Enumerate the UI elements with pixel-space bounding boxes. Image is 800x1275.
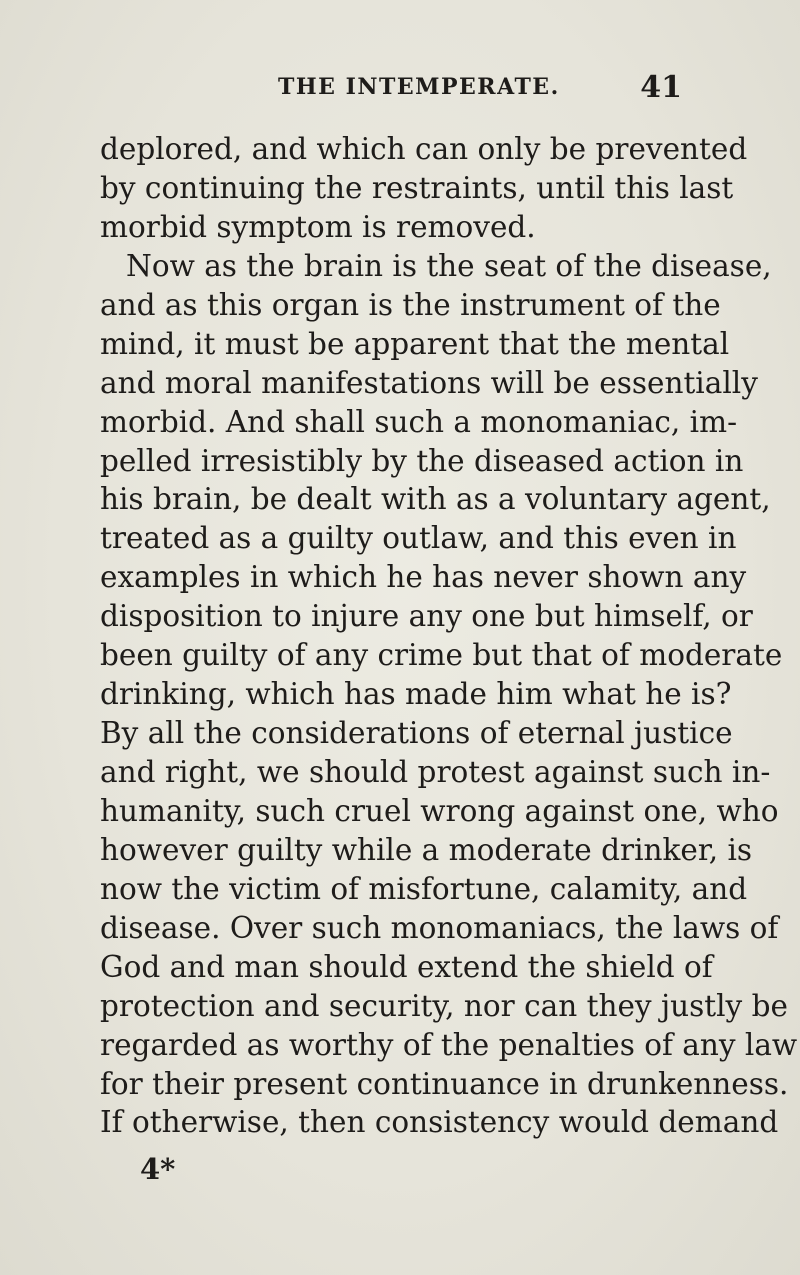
text-line: treated as a guilty outlaw, and this even in xyxy=(100,521,737,556)
text-line: By all the considerations of eternal justice xyxy=(100,716,733,751)
text-line: morbid. And shall such a monomaniac, im- xyxy=(100,404,738,439)
text-line: however guilty while a moderate drinker, is xyxy=(100,832,753,867)
text-line: examples in which he has never shown any xyxy=(100,560,747,595)
text-line: and as this organ is the instrument of the xyxy=(100,287,721,322)
text-line: regarded as worthy of the penalties of any law xyxy=(100,1027,798,1062)
text-line: and right, we should protest against such in- xyxy=(100,755,771,789)
text-line: deplored, and which can only be prevented xyxy=(100,132,748,166)
text-line: his brain, be dealt with as a voluntary agent, xyxy=(100,482,771,517)
body-text xyxy=(100,130,798,1142)
text-line: God and man should extend the shield of xyxy=(100,949,713,984)
text-line: Now as the brain is the seat of the disease, xyxy=(126,248,772,283)
running-head xyxy=(100,70,684,105)
text-line: for their present continuance in drunkenness. xyxy=(100,1066,789,1101)
running-title: THE INTEMPERATE. xyxy=(278,74,560,100)
signature-mark: 4* xyxy=(140,1152,176,1186)
text-line: now the victim of misfortune, calamity, and xyxy=(100,871,748,906)
page-number: 41 xyxy=(640,70,682,105)
text-line: drinking, which has made him what he is? xyxy=(100,677,732,712)
text-line: disposition to injure any one but himself, or xyxy=(100,599,753,634)
text-line: humanity, such cruel wrong against one, who xyxy=(100,793,779,828)
text-line: protection and security, nor can they justly be xyxy=(100,988,788,1023)
text-line: been guilty of any crime but that of moderate xyxy=(100,638,783,673)
text-line: mind, it must be apparent that the mental xyxy=(100,326,730,361)
text-line: by continuing the restraints, until this last xyxy=(100,170,734,205)
text-line: pelled irresistibly by the diseased action in xyxy=(100,443,744,478)
text-line: If otherwise, then consistency would demand xyxy=(100,1105,779,1140)
text-line: and moral manifestations will be essentially xyxy=(100,365,758,400)
text-line: disease. Over such monomaniacs, the laws of xyxy=(100,910,779,945)
text-line: morbid symptom is removed. xyxy=(100,209,536,244)
